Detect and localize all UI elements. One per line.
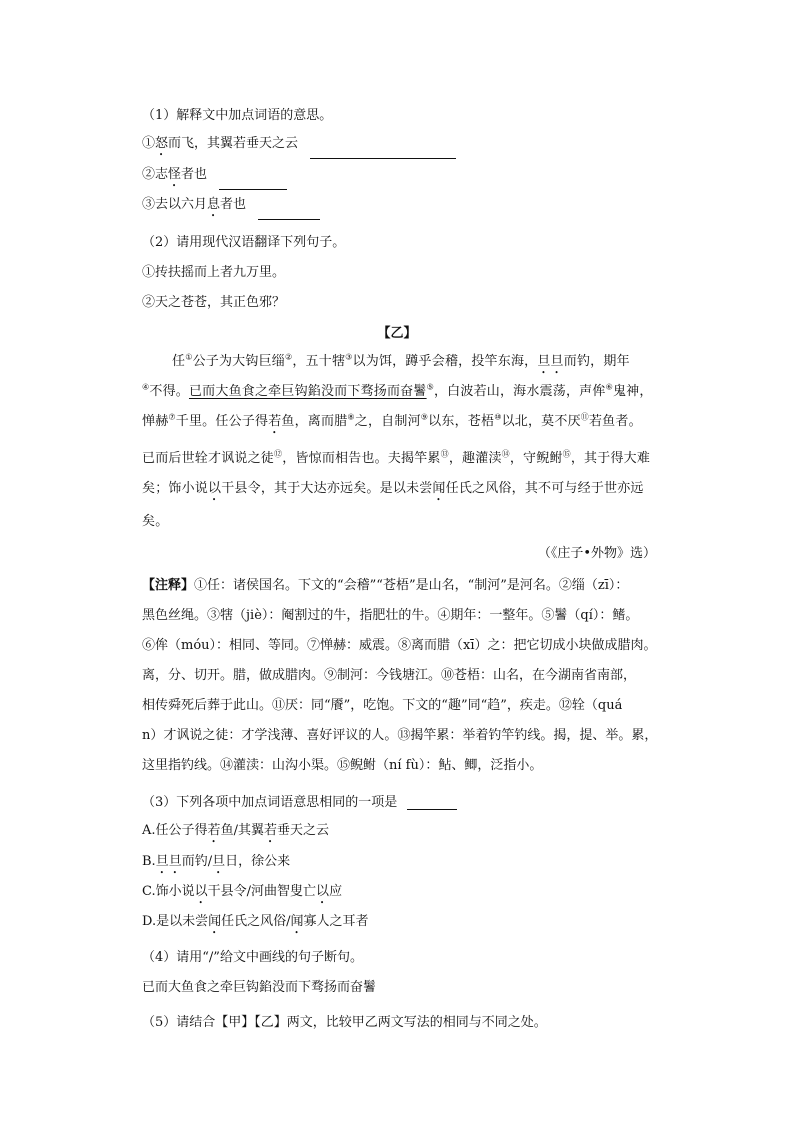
- passage-line-5: 矣；饰小说以干县令，其于大达亦远矣。是以未尝闻任氏之风俗，其不可与经于世亦远: [142, 481, 644, 496]
- passage-line-2: ④不得。已而大鱼食之牵巨钩錎没而下骛扬而奋鬐⑤，白波若山，海水震荡，声侔⑥鬼神，: [142, 382, 653, 399]
- passage-heading: 【乙】: [377, 326, 417, 341]
- passage-source: （《庄子•外物》选）: [537, 546, 656, 561]
- question-4-sentence: 已而大鱼食之牵巨钩錎没而下骛扬而奋鬐: [142, 980, 377, 995]
- passage-line-4: 已而后世辁才讽说之徒⑫，皆惊而相告也。夫揭竿累⑬，趣灌渎⑭，守鲵鲋⑮，其于得大难: [142, 449, 651, 466]
- notes-line-5: 相传舜死后葬于此山。⑪厌：同“餍”，吃饱。下文的“趣”同“趋”，疾走。⑫辁（quá: [142, 698, 623, 713]
- question-1-item-1: ①怒而飞，其翼若垂天之云: [142, 132, 456, 159]
- question-1-prompt: （1）解释文中加点词语的意思。: [142, 108, 333, 123]
- underlined-sentence: 已而大鱼食之牵巨钩錎没而下骛扬而奋鬐: [188, 384, 427, 399]
- notes-line-1: 【注释】①任：诸侯国名。下文的“会稽”“苍梧”是山名，“制河”是河名。②缁（zī）：: [142, 578, 629, 593]
- question-2-item-2: ②天之苍苍，其正色邪？: [142, 295, 286, 310]
- passage-line-1: 任①公子为大钩巨缁②，五十犗③以为饵，蹲乎会稽，投竿东海，旦旦而钓，期年: [172, 352, 630, 369]
- question-3-option-d[interactable]: D.是以未尝闻任氏之风俗/闻寡人之耳者: [142, 914, 369, 929]
- notes-line-2: 黑色丝绳。③犗（jiè）：阉割过的牛，指肥壮的牛。④期年：一整年。⑤鬐（qí）：鳍。: [142, 608, 639, 623]
- answer-blank[interactable]: [407, 795, 457, 810]
- question-1-item-2: ②志怪者也: [142, 163, 287, 190]
- notes-line-4: 离，分、切开。腊，做成腊肉。⑨制河：今钱塘江。⑩苍梧：山名，在今湖南省南部，: [142, 668, 637, 683]
- question-3-option-c[interactable]: C.饰小说以干县令/河曲智叟亡以应: [142, 884, 343, 899]
- passage-line-3: 惮赫⑦千里。任公子得若鱼，离而腊⑧之，自制河⑨以东，苍梧⑩以北，莫不厌⑪若鱼者。: [142, 412, 642, 429]
- answer-blank[interactable]: [219, 175, 287, 190]
- passage-line-6: 矣。: [142, 514, 169, 529]
- notes-line-6: n）才讽说之徒：才学浅薄、喜好评议的人。⑬揭竿累：举着钓竿钓线。揭，提、举。累，: [142, 728, 658, 743]
- question-4-prompt: （4）请用“/”给文中画线的句子断句。: [142, 950, 363, 965]
- question-5-prompt: （5）请结合【甲】【乙】两文，比较甲乙两文写法的相同与不同之处。: [142, 1015, 547, 1030]
- question-3-prompt: （3）下列各项中加点词语意思相同的一项是: [142, 791, 457, 810]
- question-2-prompt: （2）请用现代汉语翻译下列句子。: [142, 235, 346, 250]
- question-3-option-b[interactable]: B.旦旦而钓/旦日，徐公来: [142, 854, 291, 869]
- question-3-option-a[interactable]: A.任公子得若鱼/其翼若垂天之云: [142, 823, 329, 838]
- question-2-item-1: ①抟扶摇而上者九万里。: [142, 265, 286, 280]
- answer-blank[interactable]: [310, 144, 456, 159]
- answer-blank[interactable]: [258, 205, 320, 220]
- notes-line-7: 这里指钓线。⑭灌渎：山沟小渠。⑮鲵鲋（ní fù）：鲇、鲫，泛指小。: [142, 758, 543, 773]
- notes-line-3: ⑥侔（móu）：相同、等同。⑦惮赫：威震。⑧离而腊（xī）之：把它切成小块做成腊肉。: [142, 638, 657, 653]
- question-1-item-3: ③去以六月息者也: [142, 193, 320, 220]
